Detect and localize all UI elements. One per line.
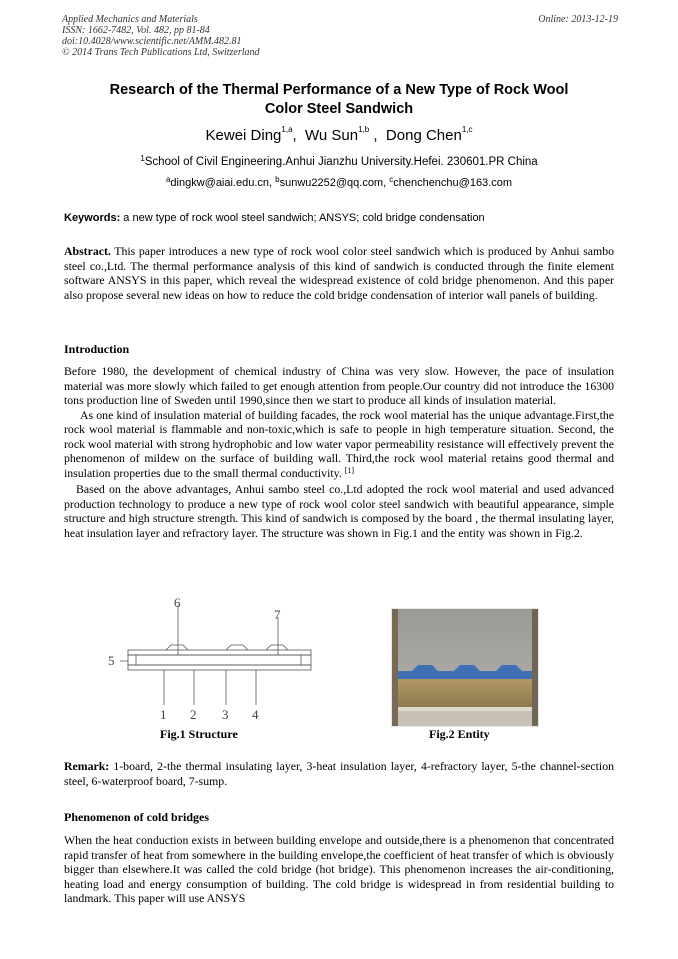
email-b[interactable]: $^b$sunwu2252@qq.com,	[275, 175, 390, 189]
remark-text: 1-board, 2-the thermal insulating layer, 3-heat insulation layer, 4-refractory layer, 5-the channel-section steel, 6-waterproof board, 7-sump.	[64, 759, 614, 788]
abstract-text: This paper introduces a new type of rock wool color steel sandwich which is produced by Anhui sambo steel co.,Ltd. The thermal performance analysis of this kind of sandwich is conducted through the finite element software ANSYS in this paper, which reveal the widespread existence of cold bridge phenomenon. And this paper also propose several new ideas on how to reduce the cold bridge condensation of interior wall panels of building.	[64, 244, 614, 302]
online-date: Online: 2013-12-19	[538, 14, 618, 25]
affiliation: $^1$School of Civil Engineering.Anhui Jianzhu University.Hefei. 230601.PR China	[140, 154, 538, 168]
title-line-2: Color Steel Sandwich	[264, 101, 414, 117]
remark	[64, 759, 614, 788]
journal-doi[interactable]: doi:10.4028/www.scientific.net/AMM.482.81	[62, 36, 242, 47]
board-top	[128, 650, 311, 655]
rock-wool-core	[398, 679, 532, 707]
journal-name: Applied Mechanics and Materials	[62, 14, 198, 25]
citation-1[interactable]: [1]	[344, 465, 354, 475]
label-4: 4	[252, 707, 259, 722]
right-frame	[532, 609, 538, 726]
keywords	[64, 212, 620, 224]
author-list	[64, 127, 614, 144]
label-5: 5	[108, 653, 115, 668]
panel-ribs	[166, 645, 288, 650]
title-line-1: Research of the Thermal Performance of a New Type of Rock Wool	[109, 82, 569, 98]
label-7: 7	[274, 607, 281, 622]
label-2: 2	[190, 707, 197, 722]
cold-bridge-paragraph-1: When the heat conduction exists in between building envelope and outside,there is a phenomenon that concentrated rapid transfer of heat from somewhere in the building envelope,the coefficient of heat transfer of which is obviously bigger than elsewhere.It was called the cold bridge (hot bridge). This phenomenon increases the air-conditioning, heating load and energy consumption of building. The cold bridge is widespread in from residential building to landmark. This paper will use ANSYS	[64, 833, 614, 905]
introduction-heading: Introduction	[64, 342, 130, 356]
floor-surface	[398, 711, 532, 726]
fig2-entity-photo	[391, 608, 539, 727]
cold-bridge-body	[64, 833, 614, 906]
email-a[interactable]: $^a$dingkw@aiai.edu.cn,	[165, 175, 276, 189]
journal-copyright: © 2014 Trans Tech Publications Ltd, Switzerland	[62, 47, 260, 58]
fig2-caption: Fig.2 Entity	[429, 727, 490, 741]
introduction-body	[64, 364, 614, 540]
abstract-label: Abstract.	[64, 244, 111, 258]
left-frame	[392, 609, 398, 726]
remark-label: Remark:	[64, 759, 110, 773]
cold-bridge-heading: Phenomenon of cold bridges	[64, 810, 210, 824]
email-c[interactable]: $^c$chenchenchu@163.com	[389, 175, 513, 189]
intro-paragraph-2: As one kind of insulation material of building facades, the rock wool material has the unique advantage.First,the rock wool material is flammable and non-toxic,which is safe to people in high temperature situation. Second, the rock wool material with strong hydrophobic and low water vapor permeability resistance will effectively prevent the phenomenon of mildew on the surface of building wall. Third,the rock wool material retains good thermal and insulation properties due to the small thermal conductivity. [1]	[64, 407, 614, 480]
label-1: 1	[160, 707, 167, 722]
label-6: 6	[174, 597, 181, 610]
board-bottom	[128, 665, 311, 670]
author-1: Kewei Ding$^{1,a}$,	[205, 125, 306, 144]
fig1-caption: Fig.1 Structure	[160, 727, 238, 741]
insulation-core	[128, 655, 311, 665]
journal-header	[62, 14, 618, 58]
fig1-structure-diagram	[106, 597, 318, 725]
journal-issn: ISSN: 1662-7482, Vol. 482, pp 81-84	[62, 25, 210, 36]
abstract	[64, 244, 614, 302]
intro-paragraph-3: Based on the above advantages, Anhui sambo steel co.,Ltd adopted the rock wool material and used advanced production technology to produce a new type of rock wool color steel sandwich with beautiful appearance, simple structure and high structure strength. This kind of sandwich is composed by the board , the thermal insulating layer, heat insulation layer and refractory layer. The structure was shown in Fig.1 and the entity was shown in Fig.2.	[64, 482, 614, 540]
bottom-steel-sheet	[398, 707, 532, 711]
author-2: Wu Sun$^{1,b}$ ,	[305, 125, 386, 144]
paper-title	[64, 81, 614, 119]
author-3: Dong Chen$^{1,c}$	[385, 125, 473, 144]
label-3: 3	[222, 707, 229, 722]
author-emails	[64, 177, 614, 189]
keywords-label: Keywords:	[64, 212, 121, 224]
keywords-text: a new type of rock wool steel sandwich; ANSYS; cold bridge condensation	[120, 212, 485, 224]
blue-steel-sheet	[398, 665, 532, 679]
intro-paragraph-1: Before 1980, the development of chemical industry of China was very slow. However, the pace of insulation material was more slowly which failed to get enough attention from people.Our country did not introduce the 16300 tons production line of Sweden until 1990,since then we start to produce all kinds of insulation material.	[64, 364, 614, 407]
